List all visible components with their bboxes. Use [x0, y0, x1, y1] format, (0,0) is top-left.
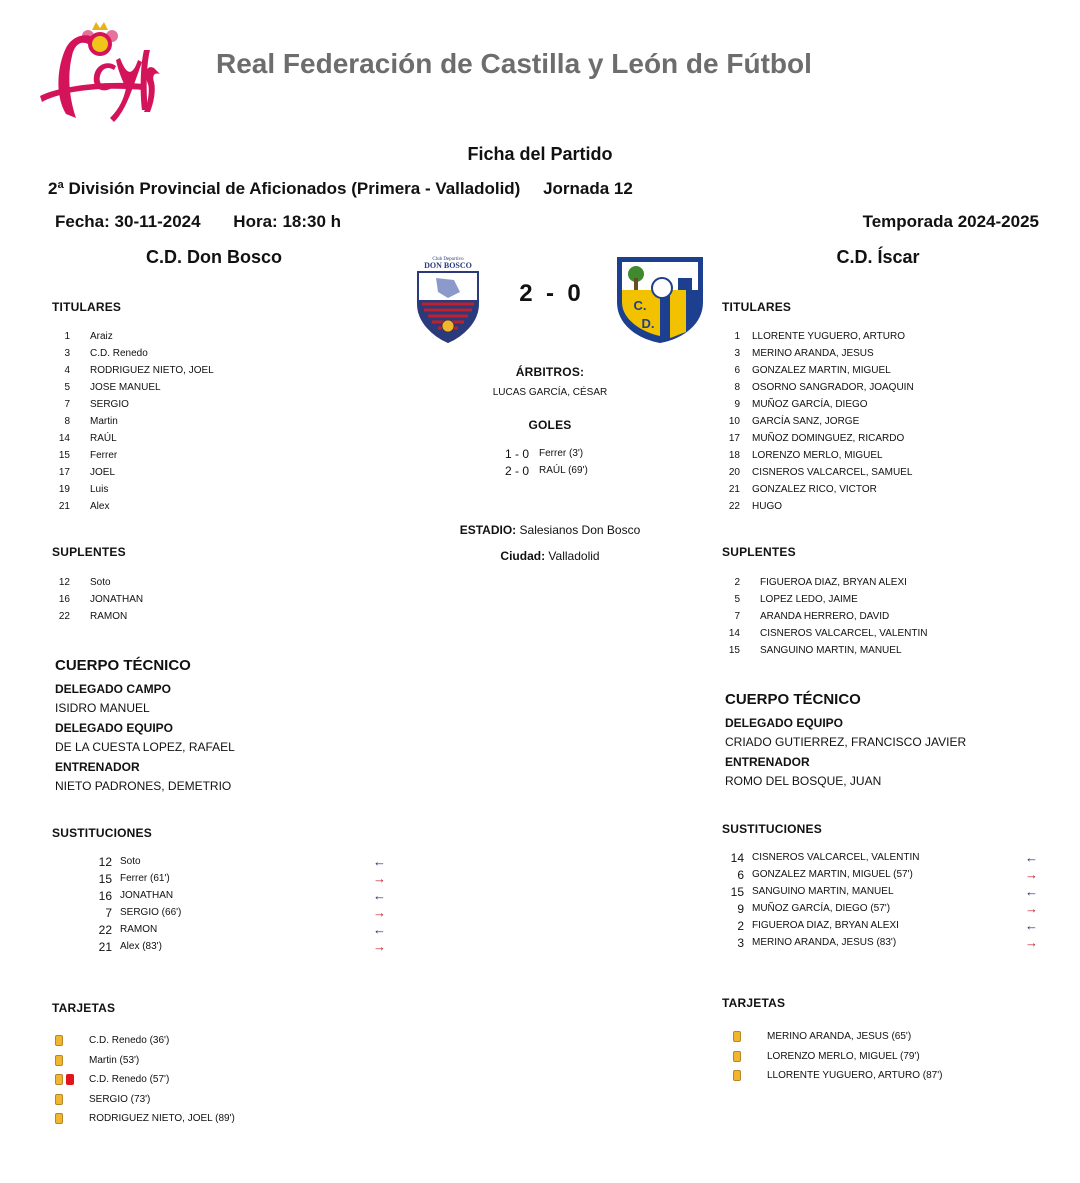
home-team-crest	[414, 256, 482, 344]
player-number: 21	[58, 501, 70, 512]
player-name: OSORNO SANGRADOR, JOAQUIN	[752, 382, 914, 393]
player-name: MUÑOZ DOMINGUEZ, RICARDO	[752, 433, 905, 444]
substitution-player: MUÑOZ GARCÍA, DIEGO (57')	[752, 903, 891, 914]
player-name: MUÑOZ GARCÍA, DIEGO	[752, 399, 868, 410]
player-name: CISNEROS VALCARCEL, VALENTIN	[760, 628, 928, 639]
card-row	[55, 1090, 235, 1110]
player-name: Araiz	[90, 331, 113, 342]
card-player: C.D. Renedo (57')	[89, 1074, 170, 1086]
player-row	[722, 396, 914, 413]
player-row	[722, 574, 927, 591]
player-number: 10	[728, 416, 740, 427]
substitution-row	[90, 904, 386, 921]
arrow-left-in-icon: ←	[373, 922, 386, 937]
player-name: JONATHAN	[90, 594, 144, 605]
substitution-row	[722, 900, 1038, 917]
player-number: 22	[58, 611, 70, 622]
player-number: 4	[64, 365, 70, 376]
staff-role: ENTRENADOR	[55, 759, 140, 774]
player-row	[722, 591, 927, 608]
player-row	[722, 481, 914, 498]
player-name: Ferrer	[90, 450, 118, 461]
referee-name: LUCAS GARCÍA, CÉSAR	[492, 387, 608, 398]
player-row	[722, 447, 914, 464]
home-tarjetas-list	[55, 1031, 235, 1129]
away-tarjetas-list	[733, 1027, 942, 1086]
home-cuerpo-title: CUERPO TÉCNICO	[55, 657, 191, 674]
away-suplentes-title: SUPLENTES	[722, 545, 796, 559]
card-player: LLORENTE YUGUERO, ARTURO (87')	[767, 1070, 943, 1082]
away-titulares-title: TITULARES	[722, 300, 792, 314]
player-name: FIGUEROA DIAZ, BRYAN ALEXI	[760, 577, 907, 588]
substitution-number: 9	[737, 901, 744, 916]
substitution-player: RAMON	[120, 924, 158, 935]
player-row	[722, 345, 914, 362]
card-row	[55, 1070, 235, 1090]
player-number: 15	[728, 645, 740, 656]
home-titulares-list	[52, 328, 214, 515]
substitution-number: 15	[98, 871, 112, 886]
arrow-left-in-icon: ←	[373, 854, 386, 869]
card-row	[733, 1066, 942, 1086]
home-sustituciones-list	[90, 853, 386, 955]
staff-role: DELEGADO EQUIPO	[725, 716, 844, 730]
away-cuerpo-title: CUERPO TÉCNICO	[725, 691, 861, 708]
substitution-number: 12	[98, 854, 112, 869]
player-number: 9	[734, 399, 740, 410]
card-row	[733, 1027, 942, 1047]
player-name: SERGIO	[90, 399, 129, 410]
player-name: RAÚL	[90, 433, 117, 444]
arrow-right-out-icon: →	[373, 871, 386, 886]
player-row	[52, 396, 214, 413]
card-row	[55, 1109, 235, 1129]
player-name: LORENZO MERLO, MIGUEL	[752, 450, 883, 461]
home-titulares-title: TITULARES	[52, 300, 122, 314]
player-row	[52, 413, 214, 430]
card-icons	[55, 1094, 89, 1105]
player-row	[52, 574, 143, 591]
home-cuerpo-list	[55, 680, 235, 796]
player-name: JOSE MANUEL	[90, 382, 161, 393]
fecha-label: Fecha:	[55, 212, 110, 231]
fcylf-logo	[36, 14, 164, 126]
player-name: GARCÍA SANZ, JORGE	[752, 416, 860, 427]
substitution-number: 6	[737, 867, 744, 882]
home-suplentes-list	[52, 574, 143, 625]
player-row	[722, 608, 927, 625]
staff-role: DELEGADO EQUIPO	[55, 720, 174, 735]
player-name: GONZALEZ RICO, VICTOR	[752, 484, 877, 495]
player-row	[52, 498, 214, 515]
referees-title: ÁRBITROS:	[515, 365, 585, 379]
competition-name: 2ª División Provincial de Aficionados (Primera - Valladolid)	[48, 179, 521, 198]
goals-list	[420, 445, 680, 479]
card-icons	[733, 1070, 767, 1081]
player-number: 7	[64, 399, 70, 410]
player-row	[722, 464, 914, 481]
player-number: 2	[734, 577, 740, 588]
card-player: Martin (53')	[89, 1054, 140, 1066]
substitution-player: CISNEROS VALCARCEL, VALENTIN	[752, 852, 920, 863]
away-sustituciones-title: SUSTITUCIONES	[722, 822, 822, 836]
substitution-row	[722, 934, 1038, 951]
substitution-player: Ferrer (61')	[120, 873, 170, 884]
arrow-right-out-icon: →	[373, 939, 386, 954]
player-number: 1	[734, 331, 740, 342]
substitution-row	[90, 870, 386, 887]
away-suplentes-list	[722, 574, 927, 659]
player-row	[52, 430, 214, 447]
player-row	[52, 447, 214, 464]
away-tarjetas-title: TARJETAS	[722, 996, 786, 1010]
goal-row	[420, 462, 680, 479]
city-label: Ciudad:	[500, 549, 546, 563]
card-icons	[55, 1035, 89, 1046]
score-home: 2	[519, 280, 533, 307]
player-name: Luis	[90, 484, 109, 495]
stadium-line	[420, 523, 680, 537]
substitution-player: SERGIO (66')	[120, 907, 182, 918]
yellow-card-icon	[733, 1031, 741, 1042]
arrow-left-in-icon: ←	[373, 888, 386, 903]
page-title: Ficha del Partido	[467, 144, 613, 164]
staff-name: ISIDRO MANUEL	[55, 701, 150, 716]
player-name: SANGUINO MARTIN, MANUEL	[760, 645, 902, 656]
substitution-player: JONATHAN	[120, 890, 174, 901]
player-name: Soto	[90, 577, 111, 588]
away-titulares-list	[722, 328, 914, 515]
yellow-card-icon	[55, 1074, 63, 1085]
player-number: 17	[58, 467, 70, 478]
player-row	[722, 625, 927, 642]
player-row	[722, 379, 914, 396]
substitution-row	[722, 917, 1038, 934]
substitution-number: 3	[737, 935, 744, 950]
staff-name: ROMO DEL BOSQUE, JUAN	[725, 774, 882, 789]
home-tarjetas-title: TARJETAS	[52, 1001, 116, 1015]
player-row	[722, 498, 914, 515]
hora-label: Hora:	[233, 212, 278, 231]
yellow-card-icon	[733, 1070, 741, 1081]
yellow-card-icon	[55, 1094, 63, 1105]
player-number: 7	[734, 611, 740, 622]
player-name: ARANDA HERRERO, DAVID	[760, 611, 890, 622]
player-name: MERINO ARANDA, JESUS	[752, 348, 874, 359]
substitution-player: MERINO ARANDA, JESUS (83')	[752, 937, 897, 948]
player-row	[52, 328, 214, 345]
substitution-player: Soto	[120, 856, 141, 867]
substitution-row	[90, 853, 386, 870]
stadium-value: Salesianos Don Bosco	[519, 523, 641, 537]
player-name: RAMON	[90, 611, 128, 622]
red-card-icon	[66, 1074, 74, 1085]
card-row	[55, 1031, 235, 1051]
player-row	[52, 379, 214, 396]
player-number: 15	[58, 450, 70, 461]
substitution-player: GONZALEZ MARTIN, MIGUEL (57')	[752, 869, 913, 880]
match-score	[500, 280, 600, 308]
player-row	[722, 328, 914, 345]
player-name: Alex	[90, 501, 110, 512]
score-away: 0	[567, 280, 581, 307]
player-number: 3	[734, 348, 740, 359]
player-row	[52, 345, 214, 362]
arrow-left-in-icon: ←	[1025, 884, 1038, 899]
score-separator: -	[546, 280, 554, 307]
player-name: HUGO	[752, 501, 782, 512]
substitution-row	[90, 887, 386, 904]
player-row	[52, 464, 214, 481]
player-number: 14	[728, 628, 740, 639]
stadium-label: ESTADIO:	[459, 523, 517, 537]
arrow-right-out-icon: →	[373, 905, 386, 920]
player-row	[52, 362, 214, 379]
card-icons	[733, 1031, 767, 1042]
card-row	[55, 1051, 235, 1071]
home-sustituciones-title: SUSTITUCIONES	[52, 826, 152, 840]
substitution-row	[722, 866, 1038, 883]
player-number: 22	[728, 501, 740, 512]
substitution-row	[722, 883, 1038, 900]
player-name: LLORENTE YUGUERO, ARTURO	[752, 331, 905, 342]
svg-text:D.: D.	[641, 316, 655, 331]
player-number: 8	[734, 382, 740, 393]
card-player: MERINO ARANDA, JESUS (65')	[767, 1031, 912, 1043]
arrow-left-in-icon: ←	[1025, 918, 1038, 933]
substitution-number: 15	[730, 884, 744, 899]
substitution-row	[90, 921, 386, 938]
player-name: Martin	[90, 416, 118, 427]
card-player: SERGIO (73')	[89, 1093, 151, 1105]
svg-text:DON BOSCO: DON BOSCO	[424, 261, 472, 270]
svg-text:Club Deportivo: Club Deportivo	[432, 257, 464, 262]
away-team-name: C.D. Íscar	[836, 247, 920, 267]
player-number: 16	[58, 594, 70, 605]
player-row	[722, 642, 927, 659]
home-suplentes-title: SUPLENTES	[52, 545, 126, 559]
player-number: 3	[64, 348, 70, 359]
substitution-number: 2	[737, 918, 744, 933]
player-row	[722, 430, 914, 447]
card-icons	[55, 1074, 89, 1085]
away-cuerpo-list	[725, 714, 966, 792]
substitution-number: 21	[98, 939, 112, 954]
player-number: 6	[734, 365, 740, 376]
fecha-value: 30-11-2024	[114, 212, 201, 231]
player-row	[722, 362, 914, 379]
substitution-player: FIGUEROA DIAZ, BRYAN ALEXI	[752, 920, 899, 931]
player-number: 12	[58, 577, 70, 588]
player-name: CISNEROS VALCARCEL, SAMUEL	[752, 467, 913, 478]
player-number: 8	[64, 416, 70, 427]
date-time-line	[55, 212, 341, 232]
player-name: LOPEZ LEDO, JAIME	[760, 594, 858, 605]
player-number: 20	[728, 467, 740, 478]
card-icons	[55, 1055, 89, 1066]
player-number: 14	[58, 433, 70, 444]
player-number: 5	[734, 594, 740, 605]
player-row	[52, 481, 214, 498]
substitution-row	[90, 938, 386, 955]
staff-role: DELEGADO CAMPO	[55, 682, 172, 696]
yellow-card-icon	[55, 1113, 63, 1124]
card-player: RODRIGUEZ NIETO, JOEL (89')	[89, 1113, 235, 1125]
goal-score: 2 - 0	[504, 463, 529, 478]
card-icons	[733, 1051, 767, 1062]
home-team-name: C.D. Don Bosco	[145, 247, 282, 267]
arrow-left-in-icon: ←	[1025, 850, 1038, 865]
player-number: 17	[728, 433, 740, 444]
yellow-card-icon	[55, 1055, 63, 1066]
goal-row	[420, 445, 680, 462]
svg-text:C.: C.	[633, 298, 647, 313]
card-player: C.D. Renedo (36')	[89, 1035, 170, 1047]
jornada: Jornada 12	[543, 179, 633, 198]
goal-scorer: Ferrer (3')	[539, 448, 584, 459]
substitution-number: 7	[105, 905, 112, 920]
player-name: C.D. Renedo	[90, 348, 148, 359]
hora-value: 18:30 h	[282, 212, 342, 231]
card-row	[733, 1047, 942, 1067]
substitution-number: 22	[98, 922, 112, 937]
yellow-card-icon	[55, 1035, 63, 1046]
arrow-right-out-icon: →	[1025, 901, 1038, 916]
competition-line	[48, 179, 633, 199]
card-player: LORENZO MERLO, MIGUEL (79')	[767, 1050, 920, 1062]
player-number: 1	[64, 331, 70, 342]
player-number: 19	[58, 484, 70, 495]
yellow-card-icon	[733, 1051, 741, 1062]
player-row	[52, 591, 143, 608]
player-name: RODRIGUEZ NIETO, JOEL	[90, 365, 214, 376]
away-team-crest	[616, 256, 704, 344]
staff-name: DE LA CUESTA LOPEZ, RAFAEL	[55, 740, 235, 755]
goal-scorer: RAÚL (69')	[539, 465, 588, 476]
substitution-number: 14	[730, 850, 744, 865]
card-icons	[55, 1113, 89, 1124]
player-number: 21	[728, 484, 740, 495]
staff-name: NIETO PADRONES, DEMETRIO	[55, 779, 232, 794]
goal-score: 1 - 0	[504, 446, 529, 461]
season: Temporada 2024-2025	[862, 212, 1039, 231]
substitution-player: SANGUINO MARTIN, MANUEL	[752, 886, 894, 897]
arrow-right-out-icon: →	[1025, 935, 1038, 950]
staff-name: CRIADO GUTIERREZ, FRANCISCO JAVIER	[725, 735, 967, 750]
player-row	[52, 608, 143, 625]
organization-title: Real Federación de Castilla y León de Fútbol	[216, 48, 812, 79]
player-row	[722, 413, 914, 430]
player-name: GONZALEZ MARTIN, MIGUEL	[752, 365, 891, 376]
goals-title: GOLES	[528, 418, 572, 432]
substitution-player: Alex (83')	[120, 941, 162, 952]
staff-role: ENTRENADOR	[725, 754, 810, 769]
substitution-row	[722, 849, 1038, 866]
player-number: 18	[728, 450, 740, 461]
player-name: JOEL	[90, 467, 116, 478]
substitution-number: 16	[98, 888, 112, 903]
city-line	[420, 549, 680, 563]
player-number: 5	[64, 382, 70, 393]
away-sustituciones-list	[722, 849, 1038, 951]
arrow-right-out-icon: →	[1025, 867, 1038, 882]
city-value: Valladolid	[548, 549, 600, 563]
